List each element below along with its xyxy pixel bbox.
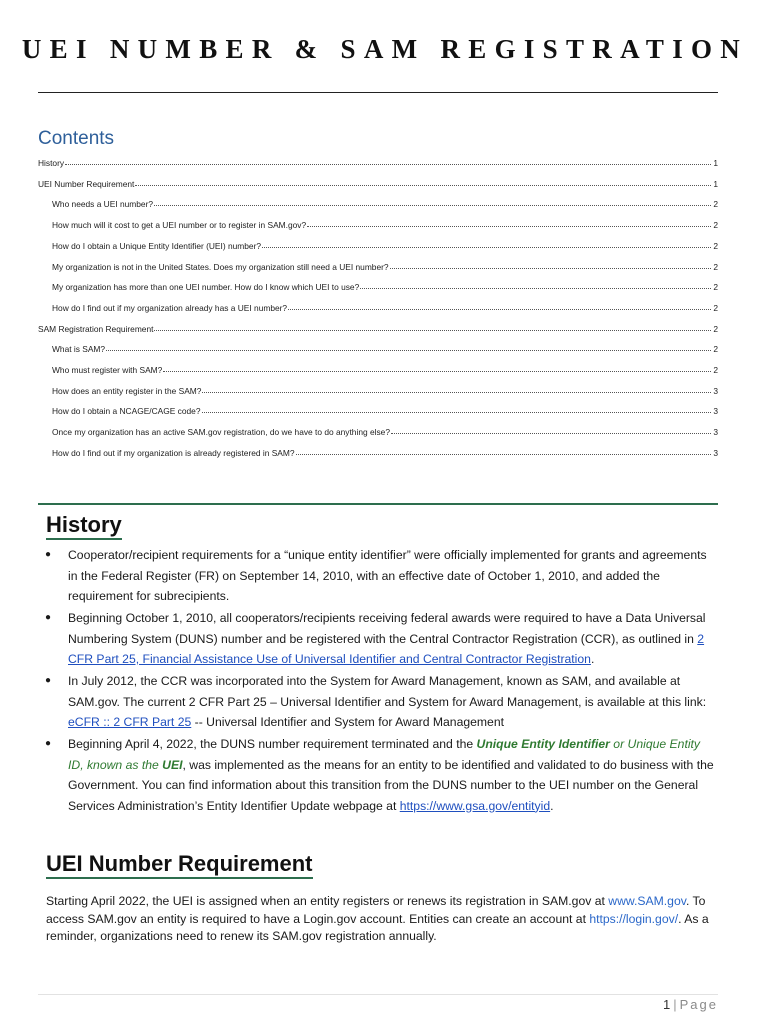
- toc-entry-who-needs-uei[interactable]: [52, 195, 718, 209]
- toc-entry-label: How do I obtain a NCAGE/CAGE code?: [52, 406, 201, 416]
- toc-entry-label: History: [38, 158, 65, 168]
- toc-entry-page: 3: [713, 406, 718, 416]
- toc-leader: [390, 268, 712, 269]
- bullet-icon: ●: [45, 549, 52, 560]
- toc-entry-label: Who must register with SAM?: [52, 365, 163, 375]
- toc-entry-obtain-uei[interactable]: [52, 237, 718, 251]
- toc-entry-page: 2: [713, 282, 718, 292]
- toc-leader: [288, 309, 711, 310]
- toc-entry-find-out-uei[interactable]: [52, 299, 718, 313]
- toc-entry-cage-code[interactable]: [52, 402, 718, 416]
- bullet-icon: ●: [45, 612, 52, 623]
- toc-leader: [65, 164, 711, 165]
- toc-entry-label: How do I find out if my organization already has a UEI number?: [52, 303, 288, 313]
- toc-leader: [163, 371, 711, 372]
- toc-entry-page: 2: [713, 241, 718, 251]
- toc-leader: [202, 412, 712, 413]
- toc-entry-label: How do I find out if my organization is already registered in SAM?: [52, 448, 295, 458]
- toc-entry-page: 2: [713, 365, 718, 375]
- page-footer: [663, 997, 718, 1012]
- toc-entry-page: 3: [713, 386, 718, 396]
- page-number: 1: [663, 997, 671, 1012]
- toc-entry-label: How does an entity register in the SAM?: [52, 386, 202, 396]
- toc-entry-page: 1: [713, 179, 718, 189]
- toc-entry-page: 2: [713, 303, 718, 313]
- toc-entry-what-is-sam[interactable]: [52, 340, 718, 354]
- gsa-entityid-link[interactable]: https://www.gsa.gov/entityid: [399, 798, 551, 813]
- toc-entry-label: What is SAM?: [52, 344, 106, 354]
- toc-entry-label: SAM Registration Requirement: [38, 324, 154, 334]
- toc-entry-more-than-one-uei[interactable]: [52, 278, 718, 292]
- footer-separator: |: [673, 997, 677, 1012]
- list-item: [38, 671, 718, 733]
- bullet-text: Cooperator/recipient requirements for a “unique entity identifier” were officially implemented for grants and agreements in the Federal Register (FR) on September 14, 2010, with an effective date of October 1, 2010, and added the requirement for subrecipients.: [68, 548, 707, 603]
- toc-entry-active-registration[interactable]: [52, 423, 718, 437]
- cfr-part-25-link[interactable]: 2 CFR Part 25, Financial Assistance Use of Universal Identifier and Central Contractor Registration: [68, 631, 705, 666]
- toc-leader: [391, 433, 711, 434]
- footer-divider: [38, 994, 718, 995]
- toc-leader: [135, 185, 711, 186]
- toc-leader: [296, 454, 712, 455]
- toc-entry-label: My organization has more than one UEI number. How do I know which UEI to use?: [52, 282, 360, 292]
- login-gov-link[interactable]: https://login.gov/: [589, 911, 679, 926]
- ecfr-link[interactable]: eCFR :: 2 CFR Part 25: [68, 715, 192, 729]
- toc-entry-already-registered[interactable]: [52, 444, 718, 458]
- toc-entry-label: How do I obtain a Unique Entity Identifier (UEI) number?: [52, 241, 262, 251]
- toc-leader: [202, 392, 711, 393]
- toc-entry-history[interactable]: [38, 154, 718, 168]
- toc-entry-page: 2: [713, 220, 718, 230]
- history-bullet-list: [38, 545, 718, 818]
- toc-entry-page: 2: [713, 344, 718, 354]
- bullet-text: Beginning April 4, 2022, the DUNS number requirement terminated and the Unique Entity Identifier or Unique Entity ID, known as the UEI, was implemented as the means for an entity to be identified and validated to do business with the Government. You can find information about this transition from the DUNS number to the UEI number on the General Services Administration’s Entity Identifier Update webpage at https://www.gsa.gov/entityid.: [68, 737, 714, 813]
- toc-entry-label: Once my organization has an active SAM.gov registration, do we have to do anything else?: [52, 427, 390, 437]
- bullet-text: In July 2012, the CCR was incorporated into the System for Award Management, known as SAM, and available at SAM.gov. The current 2 CFR Part 25 – Universal Identifier and System for Award Management, is available at this link: eCFR :: 2 CFR Part 25 -- Universal Identifier and System for Award Management: [68, 674, 707, 729]
- toc-entry-not-in-us[interactable]: [52, 258, 718, 272]
- bullet-icon: ●: [45, 738, 52, 749]
- toc-entry-page: 2: [713, 324, 718, 334]
- toc-entry-label: UEI Number Requirement: [38, 179, 135, 189]
- toc-leader: [360, 288, 711, 289]
- document-title: UEI NUMBER & SAM REGISTRATION: [21, 34, 749, 64]
- bullet-icon: ●: [45, 675, 52, 686]
- toc-entry-label: How much will it cost to get a UEI number or to register in SAM.gov?: [52, 220, 307, 230]
- toc-entry-how-register[interactable]: [52, 382, 718, 396]
- toc-leader: [307, 226, 711, 227]
- history-heading: History: [46, 512, 122, 540]
- list-item: [38, 608, 718, 670]
- toc-entry-page: 3: [713, 427, 718, 437]
- toc-entry-who-must-register[interactable]: [52, 361, 718, 375]
- bullet-text: Beginning October 1, 2010, all cooperators/recipients receiving federal awards were required to have a Data Universal Numbering System (DUNS) number and be registered with the Central Contractor Registration (CCR), as outlined in 2 CFR Part 25, Financial Assistance Use of Universal Identifier and Central Contractor Registration.: [68, 611, 706, 666]
- toc-heading: Contents: [38, 128, 115, 149]
- toc-leader: [154, 330, 711, 331]
- toc-entry-label: My organization is not in the United States. Does my organization still need a UEI number?: [52, 262, 389, 272]
- toc-entry-label: Who needs a UEI number?: [52, 199, 154, 209]
- sam-gov-link[interactable]: www.SAM.gov: [608, 894, 686, 909]
- toc-leader: [154, 205, 711, 206]
- toc-entry-page: 2: [713, 199, 718, 209]
- toc-entry-uei-requirement[interactable]: [38, 175, 718, 189]
- toc-leader: [262, 247, 711, 248]
- title-divider: [38, 92, 718, 93]
- toc-entry-page: 1: [713, 158, 718, 168]
- toc-entry-sam-requirement[interactable]: [38, 320, 718, 334]
- toc-entry-cost[interactable]: [52, 216, 718, 230]
- section-divider: [38, 503, 718, 505]
- uei-requirement-paragraph: Starting April 2022, the UEI is assigned when an entity registers or renews its registration in SAM.gov at www.SAM.gov. To access SAM.gov an entity is required to have a Login.gov account. Entities can create an account at https://login.gov/. As a reminder, organizations need to renew its SAM.gov registration annually.: [46, 894, 709, 944]
- list-item: [38, 734, 718, 816]
- page-label: Page: [679, 997, 718, 1012]
- toc-entry-page: 3: [713, 448, 718, 458]
- list-item: [38, 545, 718, 607]
- uei-requirement-heading: UEI Number Requirement: [46, 851, 313, 879]
- toc-leader: [106, 350, 711, 351]
- toc-entry-page: 2: [713, 262, 718, 272]
